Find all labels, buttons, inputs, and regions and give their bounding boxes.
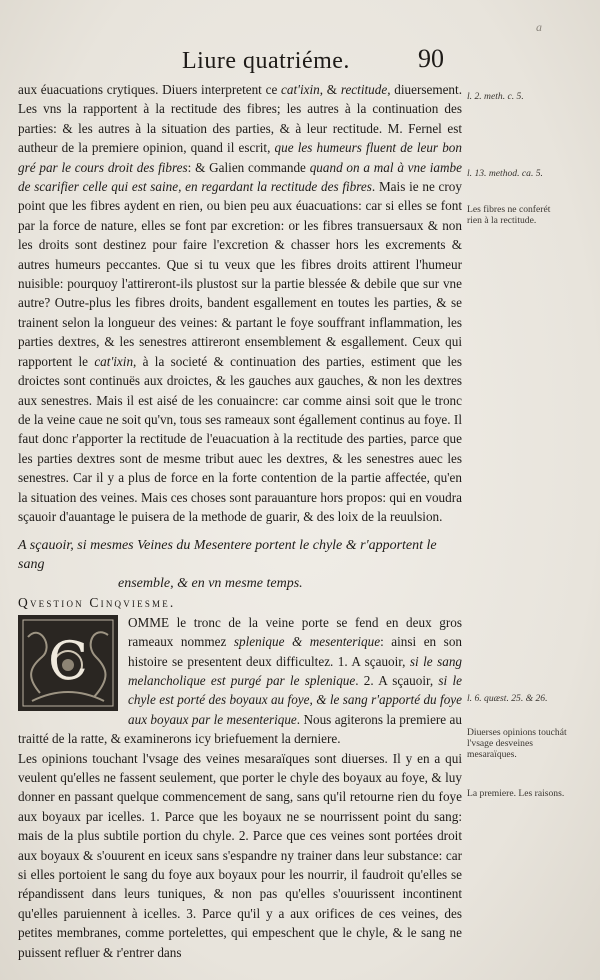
- question-heading: Qvestion Cinqviesme.: [18, 595, 176, 611]
- running-title: Liure quatriéme.: [182, 48, 350, 74]
- paragraph-opinions: Les opinions touchant l'vsage des veines mesaraïques sont diuerses. Il y en a qui veulent qu'elles ne fassent seulement, que porter le chyle des boyaux au foye, & luy donner en passant quelque commencement de sang, sans qu'il retourne rien du foye aux boyaux par icelles. 1. Parce que les boyaux ne se nourrissent point du sang: mais de la plus subtile portion du chyle. 2. Parce que ces veines sont portées droit aux boyaux & s'ouurent en iceux sans s'espandre ny trainer dans leur substance: car si elles portoient le sang du foye aux boyaux pour les nourrir, il faudroit qu'elles se répandissent dans leurs tuniques, & non pas qu'elles s'ouurissent incontinent qu'elles paruiennent à icelles. 3. Parce qu'il y a aux orifices de ces veines, des petites membranes, comme portelettes, qui empeschent que le chyle, & le sang ne puissent refluer & r'entrer dans: [18, 750, 462, 960]
- chapter-opening: [18, 613, 462, 749]
- margin-note-reference: l. 13. method. ca. 5.: [467, 168, 543, 179]
- paragraph-fibres: aux éuacuations crytiques. Diuers interpretent ce cat'ixin, & rectitude, diuersement. Les vns la rapportent à la rectitude des fibres; les autres à la continuation des parties: & les autres à la situation des parties, & à leur rectitude. M. Fernel est autheur de la premiere opinion, quand il escrit, que les humeurs fluent de leur bon gré par le cours droit des fibres: & Galien commande quand on a mal à vne iambe de scarifier celle qui est saine, en regardant la rectitude des fibres. Mais ie ne croy point que les fibres aydent en rien, ou bien peu aux éuacuations: car si elles se font par la force de nature, elles se font par excretion: or les fibres transuersaux & non les droits sont destinez pour faire l'excretion & chasser hors les excrements & autres humeurs peccantes. Que si tu veux que les fibres droits attirent l'humeur nuisible: pourquoy l'attireront-ils plustost sur la partie blessée & debile que sur vne autre? Outre-plus les fibres droits, bandent esgallement en toutes les parties, & se trainent selon la longueur des veines: & partant le foye souffrant inflammation, les parties dextres, & les senestres attireront ensemblement & esgallement. Ceux qui rapportent le cat'ixin, à la societé & continuation des parties, estiment que les droictes sont continuës aux droictes, & les gauches aux gauches, & non les dextres aux senestres. Mais il est aisé de les conuaincre: car comme ainsi soit que le tronc de la veine caue ne soit qu'vn, tous ses rameaux sont égallement continus au foye. Il faut donc r'apporter la rectitude de l'euacuation à la rectitude des parties, parce que les parties dextres sont de mesme tribut auec les dextres, & les senestres auec les senestres. Car il y a plus de force en la forte contention de la partie affectée, qu'en la situation des veines. Mais ces choses sont parauanture hors propos: qui en voudra sçauoir d'auantage le puisera de la methode de guarir, & des loix de la reuulsion.: [18, 82, 462, 524]
- summary-line: ensemble, & en vn mesme temps.: [118, 576, 303, 592]
- margin-note-fibres: Les fibres ne conferét rien à la rectitude.: [467, 204, 551, 227]
- paragraph-question: OMME le tronc de la veine porte se fend en deux gros rameaux nommez splenique & mesenterique: ainsi en son histoire se presentent deux difficultez. 1. A sçauoir, si le sang melancholique est purgé par le splenique. 2. A sçauoir, si le chyle est porté des boyaux au foye, & le sang r'apporté du foye aux boyaux par le mesenterique. Nous agiterons la premiere au traitté de la ratte, & examinerons icy briefuement la derniere.: [18, 614, 463, 747]
- margin-note-reference: l. 6. quæst. 25. & 26.: [467, 693, 548, 704]
- corner-mark: a: [536, 20, 542, 34]
- margin-note-reference: l. 2. meth. c. 5.: [467, 91, 524, 102]
- running-head: [0, 14, 600, 74]
- margin-note-first: La premiere. Les raisons.: [467, 788, 565, 799]
- page-number: 90: [418, 44, 444, 73]
- summary-line: A sçauoir, si mesmes Veines du Mesentere portent le chyle & r'apportent le sang: [18, 538, 437, 573]
- body-text: [18, 80, 462, 962]
- margin-note-opinions: Diuerses opinions touchát l'vsage desveines mesaraïques.: [467, 727, 567, 761]
- decorated-initial: C: [18, 615, 118, 711]
- question-summary: [18, 536, 462, 593]
